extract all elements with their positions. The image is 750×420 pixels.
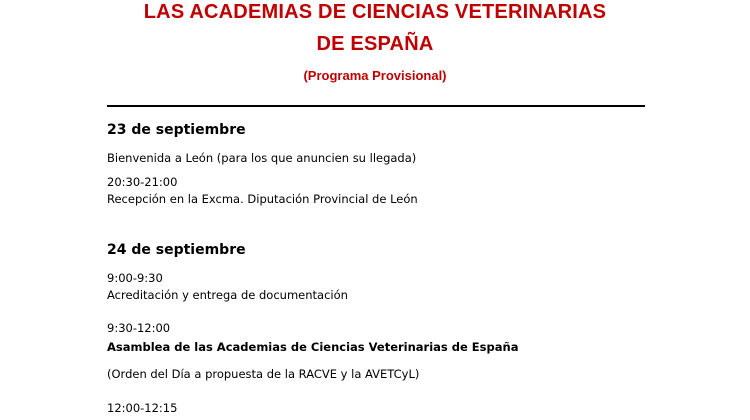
schedule-description: Acreditación y entrega de documentación [107, 288, 348, 302]
day-heading-23-september: 23 de septiembre [107, 122, 246, 138]
schedule-time: 20:30-21:00 [107, 175, 178, 189]
schedule-description: Recepción en la Excma. Diputación Provincial de León [107, 192, 418, 206]
welcome-text: Bienvenida a León (para los que anuncien su llegada) [107, 151, 417, 165]
document-title-line-1: LAS ACADEMIAS DE CIENCIAS VETERINARIAS [143, 1, 607, 23]
schedule-time: 12:00-12:15 [107, 401, 178, 415]
assembly-title: Asamblea de las Academias de Ciencias Veterinarias de España [107, 340, 519, 354]
schedule-time: 9:30-12:00 [107, 321, 171, 335]
document-title-line-2: DE ESPAÑA [316, 33, 434, 55]
assembly-note: (Orden del Día a propuesta de la RACVE y la AVETCyL) [107, 367, 420, 381]
schedule-time: 9:00-9:30 [107, 271, 163, 285]
document-subtitle: (Programa Provisional) [303, 68, 447, 83]
header-divider [107, 105, 645, 107]
day-heading-24-september: 24 de septiembre [107, 242, 246, 258]
